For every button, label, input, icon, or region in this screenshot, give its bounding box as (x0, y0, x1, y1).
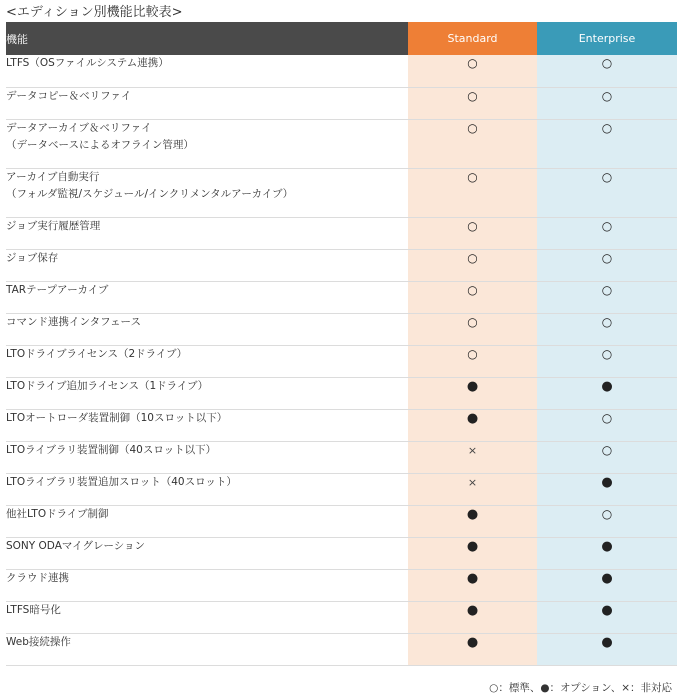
option-mark: ● (601, 634, 613, 650)
option-mark: ● (601, 378, 613, 394)
table-caption: <エディション別機能比較表> (6, 5, 183, 20)
feature-name: TARテープアーカイブ (6, 283, 109, 296)
standard-mark: ○ (467, 169, 478, 184)
enterprise-cell (537, 217, 677, 249)
feature-cell (6, 377, 408, 409)
enterprise-cell (537, 377, 677, 409)
table-row (6, 249, 677, 281)
enterprise-cell (537, 55, 677, 87)
standard-cell (408, 55, 537, 87)
standard-cell (408, 601, 537, 633)
standard-mark: ○ (601, 282, 613, 297)
standard-cell (408, 569, 537, 601)
feature-name: 他社LTOドライブ制御 (6, 507, 109, 520)
table-row (6, 505, 677, 537)
option-mark: ● (466, 378, 479, 394)
feature-cell (6, 313, 408, 345)
feature-cell (6, 119, 408, 168)
table-row (6, 473, 677, 505)
enterprise-cell (537, 119, 677, 168)
standard-mark: ○ (601, 88, 613, 103)
option-mark: ● (601, 538, 613, 554)
table-row (6, 345, 677, 377)
standard-mark: ○ (467, 250, 478, 265)
standard-mark: ○ (601, 410, 613, 425)
feature-cell (6, 633, 408, 665)
standard-mark: ○ (467, 218, 478, 233)
table-row (6, 313, 677, 345)
enterprise-cell (537, 569, 677, 601)
unsupported-mark: × (467, 475, 478, 489)
standard-mark: ○ (467, 314, 478, 329)
feature-cell (6, 249, 408, 281)
enterprise-cell (537, 409, 677, 441)
standard-mark: ○ (601, 506, 613, 521)
feature-subtext: （データベースによるオフライン管理） (6, 138, 194, 151)
table-row (6, 537, 677, 569)
table-row (6, 377, 677, 409)
table-row (6, 119, 677, 168)
table-row (6, 217, 677, 249)
standard-mark: ○ (601, 120, 613, 135)
standard-cell (408, 537, 537, 569)
feature-name: アーカイブ自動実行 (6, 170, 100, 183)
feature-name: ジョブ実行履歴管理 (6, 219, 101, 232)
option-mark: ● (466, 570, 479, 586)
edition-comparison-table (6, 22, 677, 666)
option-mark: ● (466, 410, 479, 426)
feature-subtext: （フォルダ監視/スケジュール/インクリメンタルアーカイブ） (6, 187, 294, 200)
enterprise-cell (537, 633, 677, 665)
feature-cell (6, 537, 408, 569)
feature-name: LTOライブラリ装置制御（40スロット以下） (6, 443, 217, 456)
feature-cell (6, 569, 408, 601)
standard-mark: ○ (467, 282, 478, 297)
feature-name: クラウド連携 (6, 571, 69, 584)
legend-note: ○：標準、●：オプション、×：非対応 (489, 682, 672, 694)
standard-mark: ○ (601, 218, 613, 233)
table-row (6, 633, 677, 665)
enterprise-cell (537, 537, 677, 569)
standard-mark: ○ (601, 56, 613, 70)
table-row (6, 601, 677, 633)
option-mark: ● (466, 602, 479, 618)
enterprise-cell (537, 345, 677, 377)
table-row (6, 55, 677, 87)
feature-cell (6, 601, 408, 633)
standard-cell (408, 505, 537, 537)
enterprise-cell (537, 313, 677, 345)
feature-name: LTFS暗号化 (6, 603, 61, 616)
standard-cell (408, 281, 537, 313)
feature-name: LTOドライブライセンス（2ドライブ） (6, 347, 188, 360)
standard-cell (408, 168, 537, 217)
standard-cell (408, 345, 537, 377)
table-row (6, 168, 677, 217)
standard-mark: ○ (601, 250, 613, 265)
header-enterprise: Enterprise (537, 22, 677, 55)
feature-name: LTOオートローダ装置制御（10スロット以下） (6, 411, 228, 424)
table-header-row (6, 22, 677, 55)
feature-cell (6, 441, 408, 473)
feature-name: LTOドライブ追加ライセンス（1ドライブ） (6, 379, 209, 392)
enterprise-cell (537, 168, 677, 217)
enterprise-cell (537, 87, 677, 119)
standard-cell (408, 377, 537, 409)
standard-cell (408, 633, 537, 665)
standard-mark: ○ (601, 346, 613, 361)
table-row (6, 569, 677, 601)
feature-name: LTFS（OSファイルシステム連携） (6, 57, 169, 69)
standard-cell (408, 249, 537, 281)
standard-cell (408, 119, 537, 168)
standard-mark: ○ (467, 88, 478, 103)
feature-cell (6, 409, 408, 441)
enterprise-cell (537, 601, 677, 633)
feature-name: データコピー＆ベリファイ (6, 89, 132, 102)
feature-cell (6, 217, 408, 249)
standard-mark: ○ (601, 169, 613, 184)
table-row (6, 409, 677, 441)
standard-cell (408, 409, 537, 441)
enterprise-cell (537, 505, 677, 537)
standard-mark: ○ (467, 120, 478, 135)
unsupported-mark: × (467, 443, 478, 457)
feature-name: Web接続操作 (6, 635, 71, 648)
standard-mark: ○ (601, 442, 613, 457)
enterprise-cell (537, 249, 677, 281)
standard-cell (408, 313, 537, 345)
feature-name: SONY ODAマイグレーション (6, 539, 146, 552)
feature-cell (6, 505, 408, 537)
standard-cell (408, 441, 537, 473)
feature-name: ジョブ保存 (6, 251, 59, 264)
table-row (6, 441, 677, 473)
standard-cell (408, 217, 537, 249)
feature-cell (6, 281, 408, 313)
option-mark: ● (466, 506, 479, 522)
standard-cell (408, 87, 537, 119)
option-mark: ● (601, 474, 613, 490)
feature-cell (6, 345, 408, 377)
feature-cell (6, 473, 408, 505)
header-standard: Standard (408, 22, 537, 55)
standard-cell (408, 473, 537, 505)
feature-cell (6, 87, 408, 119)
standard-mark: ○ (601, 314, 613, 329)
enterprise-cell (537, 441, 677, 473)
standard-mark: ○ (467, 56, 478, 70)
option-mark: ● (601, 570, 613, 586)
feature-cell (6, 55, 408, 87)
table-row (6, 87, 677, 119)
feature-name: コマンド連携インタフェース (6, 315, 142, 328)
enterprise-cell (537, 473, 677, 505)
option-mark: ● (601, 602, 613, 618)
header-feature: 機能 (6, 22, 408, 55)
feature-name: データアーカイブ＆ベリファイ (6, 121, 152, 134)
enterprise-cell (537, 281, 677, 313)
feature-cell (6, 168, 408, 217)
table-row (6, 281, 677, 313)
option-mark: ● (466, 538, 479, 554)
feature-name: LTOライブラリ装置追加スロット（40スロット） (6, 475, 237, 488)
standard-mark: ○ (467, 346, 478, 361)
option-mark: ● (466, 634, 479, 650)
table-body (6, 55, 677, 665)
